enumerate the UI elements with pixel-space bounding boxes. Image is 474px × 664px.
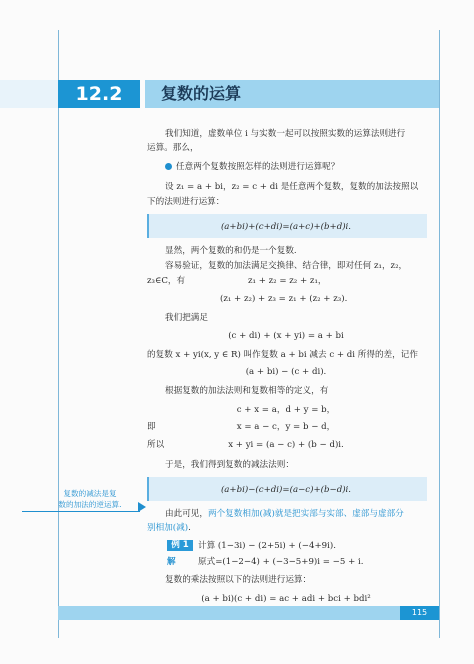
paragraph-7: 根据复数的加法法则和复数相等的定义，有 [165, 386, 329, 396]
question [165, 161, 339, 173]
paragraph-6: 的复数 x + yi(x, y ∈ R) 叫作复数 a + bi 减去 c + di 所得的差，记作 [147, 350, 418, 360]
section-number: 12.2 [58, 80, 140, 108]
paragraph-1b: 运算。那么， [147, 143, 199, 153]
label-ji: 即 [147, 422, 156, 432]
paragraph-8: 于是，我们得到复数的减法法则： [165, 460, 294, 470]
paragraph-2b: 下的法则进行运算： [147, 197, 225, 207]
paragraph-9 [165, 508, 404, 520]
page-number: 115 [400, 606, 439, 620]
paragraph-9b [147, 522, 191, 534]
subtraction-rule: (a+bi)−(c+di)=(a−c)+(b−d)i. [220, 485, 352, 495]
paragraph-3: 显然，两个复数的和仍是一个复数. [165, 246, 297, 256]
example-tag: 例 1 [167, 540, 193, 551]
paragraph-1a: 我们知道，虚数单位 i 与实数一起可以按照实数的运算法则进行 [165, 129, 406, 139]
page-border-right [439, 30, 440, 638]
bullet-icon [165, 163, 172, 170]
example-text: 计算 (1−3i) − (2+5i) + (−4+9i). [198, 541, 336, 551]
addition-rule: (a+bi)+(c+di)=(a+c)+(b+d)i. [220, 222, 352, 232]
multiplication-rule: (a + bi)(c + di) = ac + adi + bci + bdi² [201, 594, 371, 604]
paragraph-9-highlight-2: 别相加(减) [147, 523, 189, 533]
paragraph-9-suffix: . [188, 523, 191, 533]
paragraph-9-prefix: 由此可见， [165, 509, 208, 519]
equation-2: (a + bi) − (c + di). [245, 367, 327, 377]
paragraph-5: 我们把满足 [165, 313, 208, 323]
page-border-left [58, 30, 59, 638]
associative-law: (z₁ + z₂) + z₃ = z₁ + (z₂ + z₃). [220, 294, 348, 304]
paragraph-4b: z₃∈C，有 [147, 276, 186, 286]
section-title: 复数的运算 [145, 80, 439, 108]
margin-note [40, 488, 140, 510]
paragraph-9-highlight-1: 两个复数相加(减)就是把实部与实部、虚部与虚部分 [207, 509, 404, 519]
equation-1: (c + di) + (x + yi) = a + bi [228, 331, 344, 341]
footer-band [58, 606, 439, 620]
margin-note-underline [22, 511, 140, 512]
margin-note-line-1: 复数的减法是复 [63, 489, 117, 498]
equation-4: x = a − c，y = b − d， [236, 422, 336, 432]
flag-icon [138, 502, 146, 512]
equation-5: x + yi = (a − c) + (b − d)i. [228, 440, 344, 450]
solution-text: 原式=(1−2−4) + (−3−5+9)i = −5 + i. [198, 557, 364, 567]
commutative-law: z₁ + z₂ = z₂ + z₁， [248, 276, 327, 286]
header-band-left [0, 80, 58, 108]
margin-note-line-2: 数的加法的逆运算. [58, 500, 122, 509]
label-suoyi: 所以 [147, 440, 165, 450]
paragraph-10: 复数的乘法按照以下的法则进行运算： [165, 575, 312, 585]
equation-3: c + x = a，d + y = b， [236, 405, 336, 415]
question-text: 任意两个复数按照怎样的法则进行运算呢？ [176, 162, 340, 172]
paragraph-4a: 容易验证，复数的加法满足交换律、结合律，即对任何 z₁，z₂， [165, 261, 408, 271]
paragraph-2a: 设 z₁ = a + bi，z₂ = c + di 是任意两个复数，复数的加法按照以 [165, 182, 419, 192]
solution-label: 解 [167, 557, 176, 567]
